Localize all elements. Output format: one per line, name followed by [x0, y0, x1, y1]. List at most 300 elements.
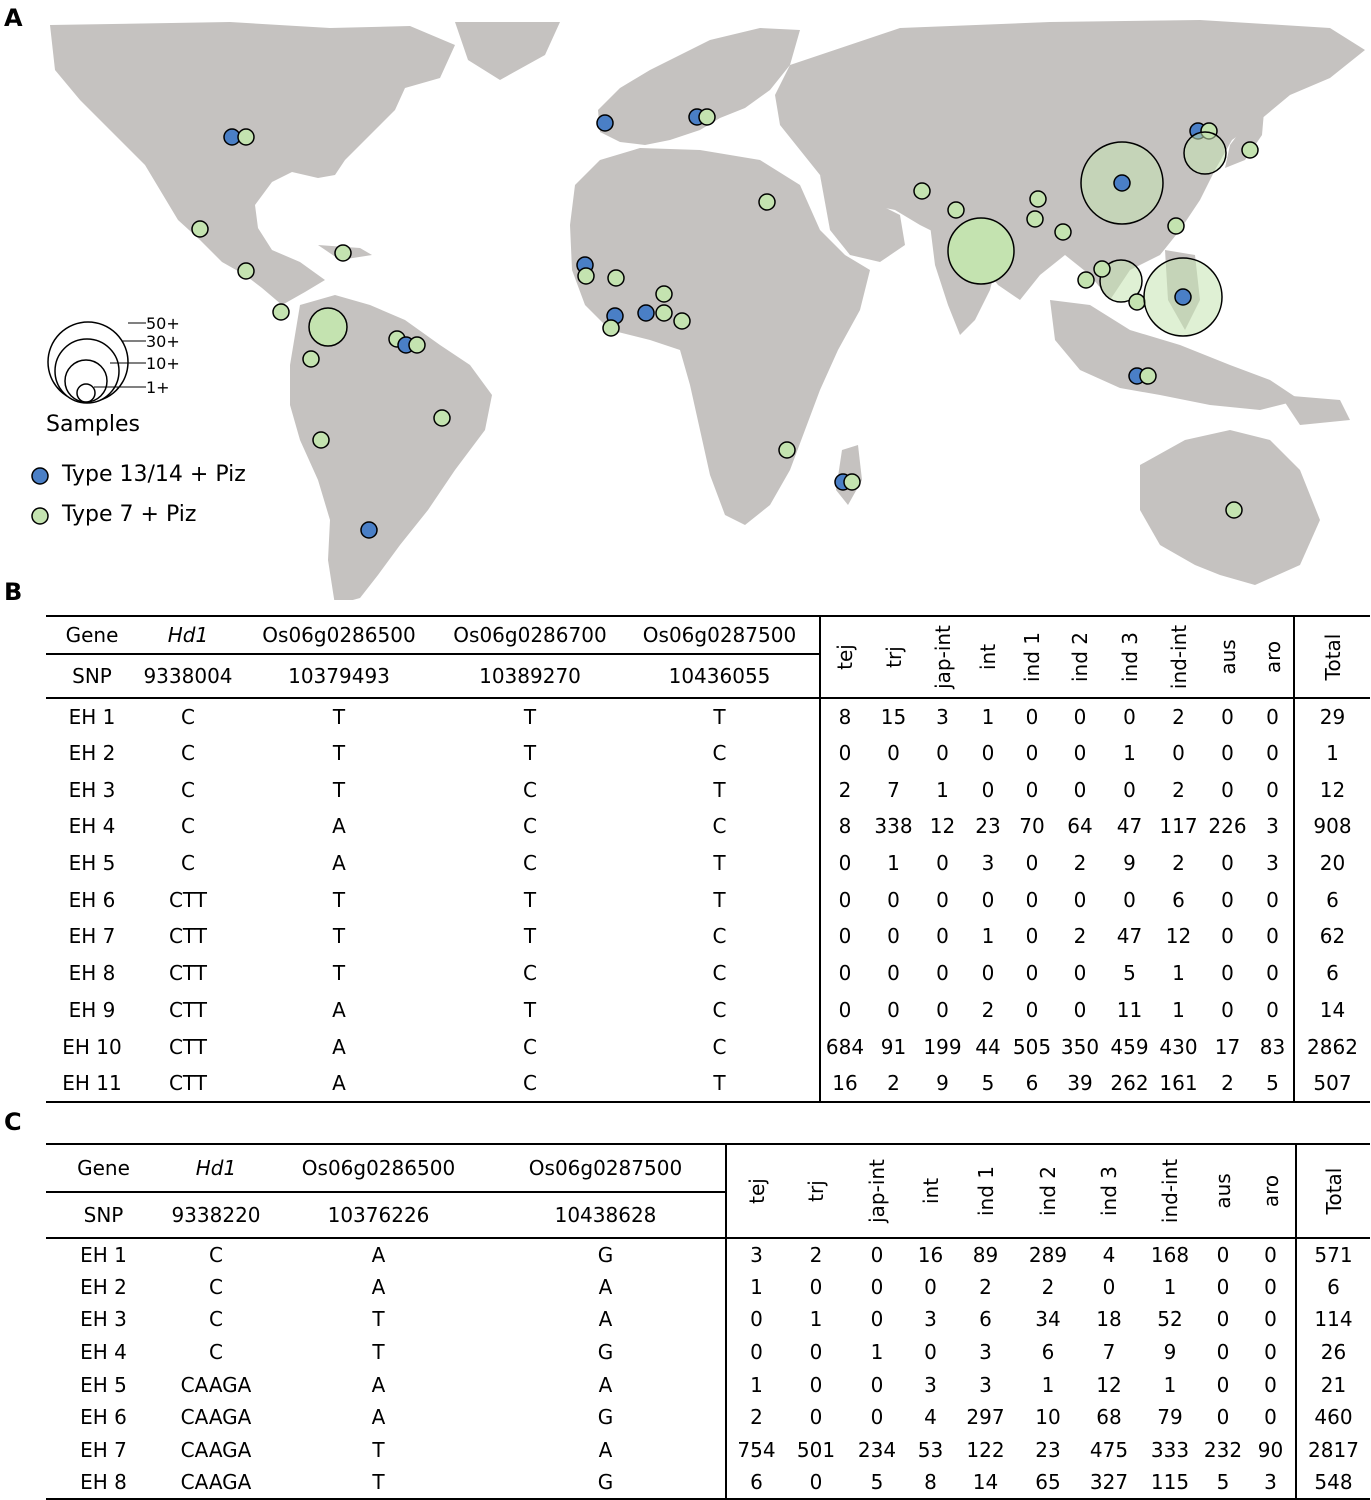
gene-name: Hd1: [161, 1144, 271, 1192]
marker-type-7: [608, 270, 624, 286]
count-cell: 333: [1150, 1437, 1190, 1462]
count-cell: 18: [1096, 1307, 1122, 1332]
table-row: [46, 1028, 1370, 1065]
total-cell: 2862: [1294, 1028, 1370, 1065]
marker-type-7: [1027, 211, 1043, 227]
group-header-label: jap-int: [930, 625, 955, 689]
allele-cell: CTT: [168, 997, 208, 1022]
allele-cell: T: [332, 704, 346, 729]
count-cell: 47: [1116, 814, 1143, 839]
count-cell: 0: [1221, 777, 1234, 802]
table-row: [46, 1303, 1370, 1336]
group-header: [918, 616, 967, 698]
marker-type-13-14: [1175, 289, 1191, 305]
count-cell: 91: [880, 1034, 907, 1059]
gene-name: Os06g0286500: [271, 1144, 486, 1192]
allele-cell: C: [209, 1274, 223, 1299]
count-cell: 1: [1172, 961, 1185, 986]
count-cell: 0: [1221, 704, 1234, 729]
allele-cell: A: [371, 1242, 386, 1267]
allele-cell: G: [597, 1405, 614, 1430]
allele-cell: A: [332, 1034, 346, 1059]
count-cell: 0: [726, 1303, 786, 1336]
marker-type-7: [273, 304, 289, 320]
count-cell: 0: [1025, 777, 1039, 802]
table-row: [46, 1401, 1370, 1434]
count-cell: 0: [1025, 851, 1039, 876]
count-cell: 350: [1060, 1034, 1100, 1059]
count-cell: 0: [870, 1242, 884, 1267]
table-row: [46, 1336, 1370, 1369]
allele-cell: T: [620, 1065, 820, 1102]
total-cell: 21: [1296, 1368, 1370, 1401]
group-header-label: ind 2: [1068, 631, 1092, 683]
group-header: [1200, 1144, 1246, 1238]
legend-title: Samples: [46, 412, 140, 437]
count-cell: 7: [1102, 1340, 1116, 1365]
count-cell: 3: [981, 851, 995, 876]
allele-cell: A: [332, 851, 346, 876]
total-cell: 29: [1294, 698, 1370, 735]
count-cell: 6: [726, 1466, 786, 1499]
allele-cell: C: [181, 814, 195, 839]
haplotype-name: EH 7: [68, 924, 116, 949]
marker-type-7: [434, 410, 450, 426]
count-cell: 4: [924, 1405, 937, 1430]
total-header: [1294, 616, 1370, 698]
marker-type-7: [674, 313, 690, 329]
snp-position: 9338220: [161, 1192, 271, 1238]
legend-dot-blue: [32, 468, 48, 484]
count-cell: 47: [1116, 924, 1143, 949]
count-cell: 5: [1200, 1466, 1246, 1499]
world-map: [0, 0, 1371, 600]
allele-cell: T: [523, 924, 537, 949]
allele-cell: T: [523, 704, 537, 729]
size-tick-30: 30+: [146, 332, 180, 351]
count-cell: 338: [874, 814, 913, 839]
count-cell: 2: [809, 1242, 823, 1267]
count-cell: 16: [820, 1065, 869, 1102]
count-cell: 0: [809, 1372, 823, 1397]
size-tick-1: 1+: [146, 378, 170, 397]
allele-cell: A: [371, 1274, 386, 1299]
header-row-gene: [46, 616, 1370, 654]
count-cell: 1: [870, 1340, 884, 1365]
count-cell: 44: [975, 1034, 1001, 1059]
count-cell: 11: [1116, 997, 1143, 1022]
table-row: [46, 1065, 1370, 1102]
new-guinea-landmass: [1280, 395, 1350, 425]
marker-type-7: [1055, 224, 1071, 240]
count-cell: 0: [1025, 704, 1039, 729]
count-cell: 262: [1105, 1065, 1154, 1102]
allele-cell: A: [371, 1372, 386, 1397]
count-cell: 14: [953, 1466, 1018, 1499]
allele-cell: C: [523, 1034, 537, 1059]
allele-cell: CAAGA: [180, 1405, 252, 1430]
count-cell: 226: [1208, 814, 1247, 839]
panel-label-c: C: [4, 1108, 22, 1136]
count-cell: 6: [1041, 1340, 1055, 1365]
group-header-label: trj: [881, 646, 906, 668]
count-cell: 8: [820, 698, 869, 735]
count-cell: 297: [966, 1405, 1005, 1430]
count-cell: 0: [1073, 887, 1087, 912]
count-cell: 684: [820, 1028, 869, 1065]
count-cell: 1: [981, 924, 995, 949]
count-cell: 0: [1266, 704, 1279, 729]
allele-cell: C: [181, 704, 195, 729]
legend-dot-green: [32, 508, 48, 524]
count-cell: 0: [1264, 1274, 1277, 1299]
marker-type-7: [1030, 191, 1046, 207]
allele-cell: T: [332, 777, 346, 802]
marker-type-7: [335, 245, 351, 261]
count-cell: 79: [1157, 1405, 1183, 1430]
haplotype-name: EH 5: [80, 1372, 127, 1397]
group-header-label: aro: [1258, 1174, 1283, 1208]
count-cell: 0: [936, 961, 949, 986]
allele-cell: CTT: [138, 1065, 238, 1102]
count-cell: 117: [1159, 814, 1198, 839]
allele-cell: CTT: [168, 887, 208, 912]
group-header-label: tej: [744, 1178, 769, 1204]
gene-name: Os06g0287500: [620, 616, 820, 654]
count-cell: 70: [1019, 814, 1045, 839]
table-row: [46, 1368, 1370, 1401]
allele-cell: C: [712, 997, 727, 1022]
allele-cell: T: [332, 961, 346, 986]
haplotype-name: EH 6: [68, 887, 116, 912]
count-cell: 0: [1073, 961, 1087, 986]
allele-cell: T: [332, 741, 346, 766]
gene-name: Os06g0286500: [238, 616, 440, 654]
allele-cell: C: [181, 741, 195, 766]
group-header: [1018, 1144, 1078, 1238]
count-cell: 289: [1028, 1242, 1068, 1267]
count-cell: 0: [924, 1340, 937, 1365]
table-row: [46, 1434, 1370, 1467]
count-cell: 0: [936, 997, 949, 1022]
size-tick-50: 50+: [146, 314, 180, 333]
total-cell: 460: [1296, 1401, 1370, 1434]
haplotype-name: EH 2: [68, 741, 116, 766]
group-header-label: ind 3: [1097, 1165, 1121, 1217]
count-cell: 505: [1012, 1034, 1052, 1059]
total-header: [1296, 1144, 1370, 1238]
group-header-label: ind 1: [1020, 631, 1044, 683]
count-cell: 4: [1102, 1242, 1116, 1267]
allele-cell: T: [372, 1340, 385, 1365]
haplotype-name: EH 10: [62, 1034, 122, 1059]
count-cell: 234: [857, 1437, 897, 1462]
count-cell: 1: [726, 1368, 786, 1401]
group-header: [1009, 616, 1055, 698]
panel-label-a: A: [4, 4, 23, 32]
count-cell: 0: [1221, 741, 1234, 766]
count-cell: 1: [981, 704, 995, 729]
allele-cell: T: [713, 704, 726, 729]
marker-type-7: [948, 202, 964, 218]
count-cell: 12: [1096, 1372, 1122, 1397]
count-cell: 90: [1257, 1437, 1284, 1462]
haplotype-name: EH 1: [80, 1242, 127, 1267]
count-cell: 0: [820, 992, 869, 1029]
count-cell: 2: [1041, 1274, 1055, 1299]
allele-cell: A: [332, 997, 346, 1022]
count-cell: 0: [1073, 704, 1087, 729]
haplotype-name: EH 1: [68, 704, 116, 729]
count-cell: 39: [1055, 1065, 1105, 1102]
haplotype-name: EH 3: [80, 1307, 127, 1332]
count-cell: 0: [887, 997, 900, 1022]
count-cell: 0: [1123, 777, 1136, 802]
allele-cell: C: [209, 1242, 223, 1267]
header-row-gene: [46, 1144, 1370, 1192]
count-cell: 1: [1041, 1372, 1055, 1397]
count-cell: 7: [887, 777, 900, 802]
count-cell: 0: [981, 961, 995, 986]
count-cell: 9: [1163, 1340, 1177, 1365]
allele-cell: T: [332, 924, 346, 949]
marker-type-7: [948, 218, 1014, 284]
group-header: [846, 1144, 908, 1238]
allele-cell: A: [332, 814, 346, 839]
allele-cell: CAAGA: [180, 1437, 252, 1462]
snp-position: 10376226: [271, 1192, 486, 1238]
table-row: [46, 918, 1370, 955]
count-cell: 5: [967, 1065, 1009, 1102]
count-cell: 34: [1035, 1307, 1061, 1332]
total-header-label: Total: [1320, 633, 1345, 681]
count-cell: 0: [820, 881, 869, 918]
allele-cell: C: [209, 1340, 223, 1365]
marker-type-7: [238, 129, 254, 145]
count-cell: 2: [1172, 777, 1185, 802]
count-cell: 23: [975, 814, 1001, 839]
group-header: [1105, 616, 1154, 698]
count-cell: 0: [936, 887, 949, 912]
snp-label: SNP: [46, 654, 138, 698]
count-cell: 2: [981, 997, 995, 1022]
count-cell: 3: [979, 1372, 992, 1397]
count-cell: 10: [1035, 1405, 1061, 1430]
allele-cell: C: [712, 924, 727, 949]
count-cell: 0: [887, 741, 900, 766]
count-cell: 475: [1089, 1437, 1129, 1462]
allele-cell: T: [523, 741, 537, 766]
table-row: [46, 881, 1370, 918]
marker-type-13-14: [597, 115, 613, 131]
count-cell: 0: [1266, 961, 1279, 986]
count-cell: 2: [1073, 924, 1087, 949]
count-cell: 0: [936, 851, 949, 876]
snp-position: 10436055: [620, 654, 820, 698]
count-cell: 15: [880, 704, 907, 729]
marker-type-7: [1242, 142, 1258, 158]
count-cell: 0: [936, 924, 949, 949]
count-cell: 0: [1266, 887, 1279, 912]
allele-cell: T: [523, 997, 537, 1022]
allele-cell: C: [523, 814, 537, 839]
size-legend-circles: [48, 322, 146, 403]
size-legend-circle: [77, 384, 95, 402]
count-cell: 3: [924, 1372, 937, 1397]
count-cell: 64: [1067, 814, 1093, 839]
count-cell: 0: [1264, 1372, 1277, 1397]
count-cell: 12: [929, 814, 956, 839]
allele-cell: C: [181, 851, 195, 876]
count-cell: 8: [908, 1466, 953, 1499]
count-cell: 501: [796, 1437, 836, 1462]
marker-type-13-14: [361, 522, 377, 538]
count-cell: 0: [1221, 997, 1234, 1022]
haplotype-name: EH 3: [68, 777, 116, 802]
haplotype-name: EH 7: [80, 1437, 127, 1462]
count-cell: 115: [1140, 1466, 1200, 1499]
count-cell: 3: [1246, 1466, 1296, 1499]
group-header: [820, 616, 869, 698]
snp-position: 10438628: [486, 1192, 726, 1238]
marker-type-7: [844, 474, 860, 490]
group-header: [1246, 1144, 1296, 1238]
total-cell: 12: [1294, 771, 1370, 808]
allele-cell: A: [598, 1274, 613, 1299]
group-header-label: int: [976, 643, 1000, 671]
group-header-label: aus: [1215, 639, 1240, 675]
legend-dots: [32, 468, 48, 524]
allele-cell: T: [523, 887, 537, 912]
count-cell: 16: [917, 1242, 944, 1267]
total-cell: 908: [1294, 808, 1370, 845]
haplotype-name: EH 9: [68, 997, 116, 1022]
group-header: [967, 616, 1009, 698]
group-header-label: ind 3: [1117, 631, 1142, 683]
count-cell: 0: [1266, 924, 1279, 949]
count-cell: 2: [869, 1065, 918, 1102]
count-cell: 2: [726, 1401, 786, 1434]
table-row: [46, 955, 1370, 992]
count-cell: 0: [1264, 1340, 1277, 1365]
allele-cell: A: [598, 1437, 613, 1462]
count-cell: 0: [1025, 997, 1039, 1022]
count-cell: 0: [809, 1405, 823, 1430]
snp-position: 10389270: [440, 654, 620, 698]
count-cell: 122: [966, 1437, 1005, 1462]
count-cell: 0: [924, 1274, 937, 1299]
total-cell: 507: [1294, 1065, 1370, 1102]
haplotype-name: EH 8: [46, 1466, 161, 1499]
group-header: [1078, 1144, 1140, 1238]
count-cell: 0: [1073, 777, 1087, 802]
total-cell: 6: [1296, 1271, 1370, 1304]
count-cell: 0: [1025, 741, 1039, 766]
count-cell: 0: [870, 1274, 884, 1299]
marker-type-7: [1168, 218, 1184, 234]
count-cell: 0: [1172, 741, 1185, 766]
count-cell: 0: [870, 1307, 884, 1332]
count-cell: 52: [1157, 1307, 1183, 1332]
count-cell: 0: [981, 741, 995, 766]
allele-cell: C: [181, 777, 195, 802]
gene-name: Hd1: [138, 616, 238, 654]
allele-cell: T: [271, 1466, 486, 1499]
count-cell: 65: [1018, 1466, 1078, 1499]
count-cell: 459: [1110, 1034, 1149, 1059]
count-cell: 0: [1264, 1405, 1277, 1430]
marker-type-7: [238, 263, 254, 279]
count-cell: 5: [1252, 1065, 1294, 1102]
group-header-label: ind-int: [1166, 624, 1191, 690]
table-row: [46, 771, 1370, 808]
allele-cell: G: [597, 1340, 614, 1365]
count-cell: 0: [786, 1466, 846, 1499]
table-row: [46, 808, 1370, 845]
allele-cell: A: [371, 1405, 386, 1430]
count-cell: 3: [979, 1340, 992, 1365]
count-cell: 0: [1216, 1405, 1230, 1430]
count-cell: 2: [1172, 704, 1185, 729]
allele-cell: C: [712, 961, 727, 986]
count-cell: 0: [1221, 851, 1234, 876]
count-cell: 0: [726, 1336, 786, 1369]
count-cell: 2: [1203, 1065, 1252, 1102]
group-header-label: ind-int: [1158, 1158, 1182, 1224]
gene-name: Os06g0286700: [440, 616, 620, 654]
allele-cell: T: [713, 851, 726, 876]
count-cell: 0: [820, 955, 869, 992]
count-cell: 12: [1165, 924, 1192, 949]
total-cell: 2817: [1296, 1434, 1370, 1467]
marker-type-7: [1129, 294, 1145, 310]
haplotype-name: EH 6: [80, 1405, 127, 1430]
count-cell: 9: [918, 1065, 967, 1102]
snp-position: 10379493: [238, 654, 440, 698]
count-cell: 0: [887, 961, 900, 986]
allele-cell: A: [238, 1065, 440, 1102]
allele-cell: T: [713, 887, 726, 912]
count-cell: 1: [1163, 1274, 1177, 1299]
allele-cell: CTT: [168, 924, 208, 949]
count-cell: 0: [1025, 924, 1039, 949]
marker-type-13-14: [1114, 175, 1130, 191]
count-cell: 0: [1221, 887, 1234, 912]
count-cell: 0: [1025, 961, 1039, 986]
count-cell: 5: [1123, 961, 1136, 986]
count-cell: 0: [1123, 704, 1136, 729]
group-header: [726, 1144, 786, 1238]
allele-cell: T: [372, 1307, 385, 1332]
allele-cell: CAAGA: [180, 1372, 252, 1397]
group-header-label: ind 1: [973, 1165, 998, 1217]
count-cell: 3: [936, 704, 949, 729]
count-cell: 2: [1172, 851, 1185, 876]
haplotype-name: EH 4: [68, 814, 116, 839]
count-cell: 0: [820, 845, 869, 882]
haplotype-name: EH 11: [46, 1065, 138, 1102]
allele-cell: A: [598, 1307, 613, 1332]
count-cell: 0: [1266, 741, 1279, 766]
marker-type-7: [656, 305, 672, 321]
legend-series-green-label: Type 7 + Piz: [62, 502, 197, 527]
count-cell: 1: [936, 777, 949, 802]
group-header: [908, 1144, 953, 1238]
count-cell: 0: [870, 1405, 884, 1430]
gene-name: Os06g0287500: [486, 1144, 726, 1192]
table-row: [46, 1271, 1370, 1304]
count-cell: 0: [1073, 741, 1087, 766]
